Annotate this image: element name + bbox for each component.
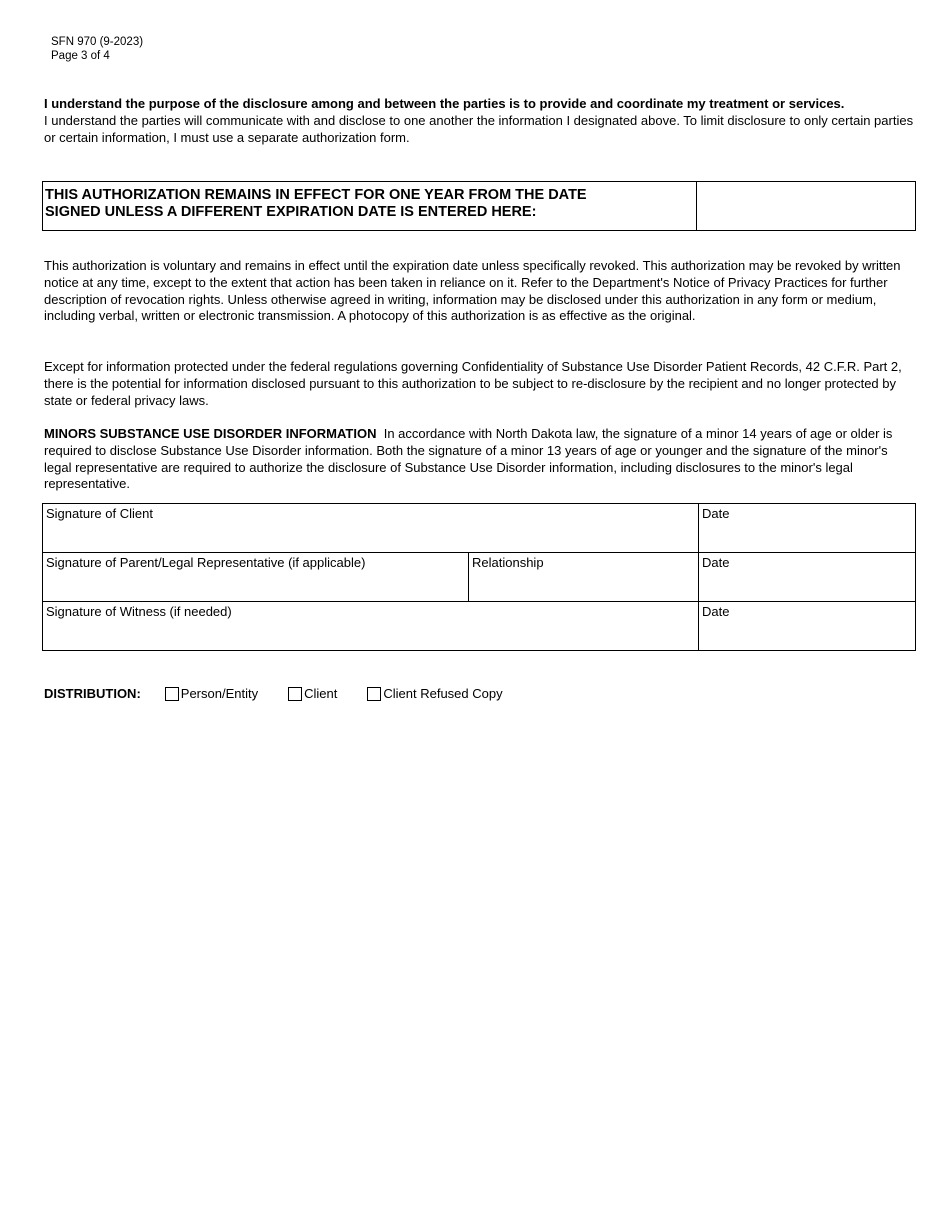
purpose-statement: I understand the purpose of the disclosure among and between the parties is to provide and coordinate my treatment or services. [44, 96, 845, 111]
relationship-field[interactable]: Relationship [469, 553, 699, 601]
person-entity-checkbox[interactable] [165, 687, 179, 701]
signature-table [42, 503, 916, 651]
witness-signature-field[interactable]: Signature of Witness (if needed) [43, 602, 699, 650]
client-refused-label: Client Refused Copy [383, 686, 503, 701]
client-signature-field[interactable]: Signature of Client [43, 504, 699, 552]
redisclosure-paragraph: Except for information protected under the federal regulations governing Confidentiality of Substance Use Disorder Patient Records, 42 C.F.R. Part 2, there is the potential for information disclosed pursuant to this authorization to be subject to re-disclosure by the recipient and no longer protected by state or federal privacy laws. [44, 359, 902, 408]
client-label: Client [304, 686, 338, 701]
client-date-field[interactable]: Date [702, 506, 730, 521]
voluntary-paragraph: This authorization is voluntary and remains in effect until the expiration date unless specifically revoked. This authorization may be revoked by written notice at any time, except to the extent that action has been taken in reliance on it. Refer to the Department's Notice of Privacy Practices for further description of revocation rights. Unless otherwise agreed in writing, information may be disclosed under this authorization in any form or medium, including verbal, written or electronic transmission. A photocopy of this authorization is as effective as the original. [44, 258, 901, 324]
expiration-date-field[interactable] [697, 182, 915, 230]
parent-signature-field[interactable]: Signature of Parent/Legal Representative (if applicable) [43, 553, 469, 601]
minors-paragraph [44, 426, 914, 493]
client-refused-checkbox[interactable] [367, 687, 381, 701]
distribution-option-person-entity[interactable] [165, 686, 258, 701]
expiration-box [42, 181, 916, 231]
distribution-label: DISTRIBUTION: [44, 686, 141, 701]
witness-date-field[interactable]: Date [702, 604, 730, 619]
witness-signature-row [43, 602, 915, 650]
client-checkbox[interactable] [288, 687, 302, 701]
page-number: Page 3 of 4 [51, 50, 110, 62]
person-entity-label: Person/Entity [180, 686, 259, 701]
parent-date-field[interactable]: Date [702, 555, 730, 570]
minors-heading: MINORS SUBSTANCE USE DISORDER INFORMATION [44, 426, 377, 441]
form-number: SFN 970 (9-2023) [51, 36, 144, 48]
distribution-option-client[interactable] [288, 686, 337, 701]
distribution-section [44, 686, 533, 701]
expiration-label: THIS AUTHORIZATION REMAINS IN EFFECT FOR ONE YEAR FROM THE DATE SIGNED UNLESS A DIFFERENT EXPIRATION DATE IS ENTERED HERE: [43, 182, 697, 230]
parent-signature-row [43, 553, 915, 602]
purpose-text: I understand the parties will communicate with and disclose to one another the information I designated above. To limit disclosure to only certain parties or certain information, I must use a separate authorization form. [44, 112, 914, 145]
distribution-option-client-refused[interactable] [367, 686, 502, 701]
form-header [51, 35, 143, 63]
client-signature-row [43, 504, 915, 553]
minors-text: In accordance with North Dakota law, the signature of a minor 14 years of age or older is required to disclose Substance Use Disorder information. Both the signature of a minor 13 years of age or younger and the signature of the minor's legal representative are required to authorize the disclosure of Substance Use Disorder information, including disclosures to the minor's legal representative. [44, 426, 893, 492]
purpose-paragraph [44, 96, 914, 146]
